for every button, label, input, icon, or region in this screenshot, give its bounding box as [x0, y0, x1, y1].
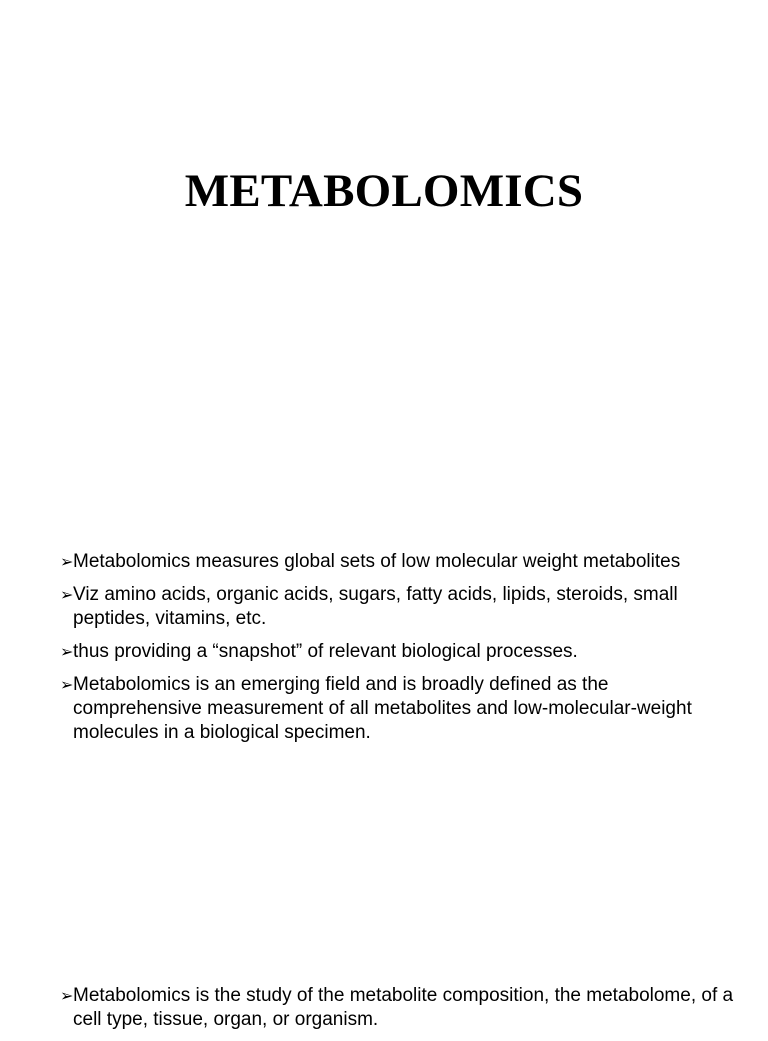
- arrow-bullet-icon: ➢: [60, 642, 74, 661]
- bullet-list-upper: [60, 550, 740, 754]
- arrow-bullet-icon: ➢: [60, 552, 74, 571]
- bullet-text: Metabolomics is the study of the metabolite composition, the metabolome, of a cell type, tissue, organ, or organism.: [73, 985, 734, 1030]
- bullet-item: [60, 984, 740, 1032]
- slide-title: METABOLOMICS: [184, 165, 584, 217]
- bullet-item: [60, 583, 740, 631]
- bullet-text: Metabolomics is an emerging field and is broadly defined as the comprehensive measurement of all metabolites and low-molecular-weight molecules in a biological specimen.: [73, 674, 692, 743]
- bullet-item: [60, 550, 740, 574]
- bullet-text: Metabolomics measures global sets of low molecular weight metabolites: [73, 551, 681, 572]
- bullet-text: Viz amino acids, organic acids, sugars, fatty acids, lipids, steroids, small peptides, vitamins, etc.: [73, 584, 678, 629]
- arrow-bullet-icon: ➢: [60, 585, 74, 604]
- bullet-list-lower: [60, 984, 740, 1041]
- bullet-text: thus providing a “snapshot” of relevant biological processes.: [73, 641, 578, 662]
- bullet-item: [60, 640, 740, 664]
- bullet-item: [60, 673, 740, 745]
- arrow-bullet-icon: ➢: [60, 986, 74, 1005]
- arrow-bullet-icon: ➢: [60, 675, 74, 694]
